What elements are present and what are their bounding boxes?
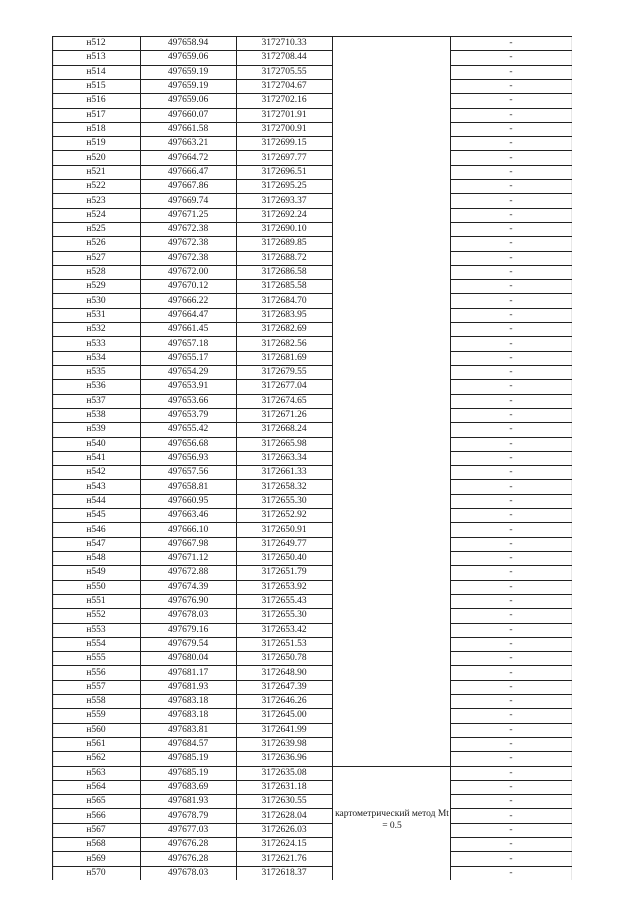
table-cell-point-id: н544 xyxy=(86,495,106,506)
table-cell-point-id: н541 xyxy=(86,453,106,463)
table-cell-coord-y: 3172682.69 xyxy=(261,324,307,335)
table-cell-coord-x: 497664.72 xyxy=(167,152,209,163)
table-cell-coord-y: 3172700.91 xyxy=(261,123,307,134)
table-cell-coord-x: 497672.88 xyxy=(167,567,209,578)
table-cell-mark: - xyxy=(509,52,513,63)
table-cell-mark: - xyxy=(509,453,513,463)
table-cell-point-id: н531 xyxy=(86,309,106,320)
table-cell-mark: - xyxy=(509,224,513,235)
table-cell-point-id: н550 xyxy=(86,581,106,592)
table-cell-mark: - xyxy=(509,38,513,49)
table-cell-coord-y: 3172651.79 xyxy=(261,567,307,578)
table-cell-mark: - xyxy=(509,138,513,149)
table-cell-coord-y: 3172650.40 xyxy=(261,553,307,564)
table-cell-point-id: н561 xyxy=(86,739,106,750)
table-cell-coord-x: 497659.19 xyxy=(167,66,209,77)
table-cell-point-id: н552 xyxy=(86,610,106,621)
table-cell-coord-x: 497656.93 xyxy=(167,453,209,463)
table-cell-coord-x: 497677.03 xyxy=(167,824,209,835)
table-cell-point-id: н563 xyxy=(86,767,106,778)
table-cell-coord-y: 3172682.56 xyxy=(261,338,307,349)
table-cell-mark: - xyxy=(509,281,513,292)
table-cell-coord-x: 497667.86 xyxy=(167,181,209,192)
table-cell-coord-x: 497653.79 xyxy=(167,410,209,421)
table-cell-coord-y: 3172708.44 xyxy=(261,52,307,63)
table-cell-coord-x: 497666.10 xyxy=(167,524,209,535)
table-cell-mark: - xyxy=(509,624,513,635)
table-cell-coord-x: 497683.81 xyxy=(167,724,209,735)
table-cell-mark: - xyxy=(509,309,513,320)
table-cell-point-id: н570 xyxy=(86,867,106,878)
table-cell-mark: - xyxy=(509,782,513,793)
table-cell-coord-y: 3172689.85 xyxy=(261,238,307,249)
table-cell-mark: - xyxy=(509,667,513,678)
table-cell-coord-x: 497681.93 xyxy=(167,681,209,692)
table-cell-coord-y: 3172696.51 xyxy=(261,166,307,177)
table-cell-coord-x: 497678.79 xyxy=(167,810,209,821)
table-cell-mark: - xyxy=(509,195,513,206)
table-cell-coord-y: 3172624.15 xyxy=(261,839,307,850)
table-cell-point-id: н543 xyxy=(86,481,106,492)
table-cell-coord-y: 3172628.04 xyxy=(261,810,307,821)
table-cell-coord-x: 497683.18 xyxy=(167,696,209,707)
table-cell-point-id: н567 xyxy=(86,824,106,835)
table-cell-point-id: н526 xyxy=(86,238,106,249)
table-cell-coord-x: 497653.91 xyxy=(167,381,209,392)
table-cell-mark: - xyxy=(509,753,513,764)
table-cell-coord-y: 3172658.32 xyxy=(261,481,307,492)
table-cell-coord-y: 3172653.92 xyxy=(261,581,307,592)
table-cell-mark: - xyxy=(509,553,513,564)
table-cell-point-id: н540 xyxy=(86,438,106,449)
table-cell-point-id: н560 xyxy=(86,724,106,735)
table-cell-point-id: н528 xyxy=(86,267,106,278)
table-cell-point-id: н546 xyxy=(86,524,106,535)
table-cell-mark: - xyxy=(509,267,513,278)
table-cell-coord-y: 3172704.67 xyxy=(261,81,307,92)
table-cell-mark: - xyxy=(509,424,513,435)
table-cell-point-id: н564 xyxy=(86,782,106,793)
table-cell-mark: - xyxy=(509,181,513,192)
table-cell-coord-y: 3172663.34 xyxy=(261,453,307,463)
table-cell-coord-y: 3172702.16 xyxy=(261,95,307,106)
table-cell-coord-y: 3172695.25 xyxy=(261,181,307,192)
table-cell-point-id: н515 xyxy=(86,81,106,92)
table-cell-coord-x: 497664.47 xyxy=(167,309,209,320)
table-cell-point-id: н518 xyxy=(86,123,106,134)
table-cell-coord-x: 497658.81 xyxy=(167,481,209,492)
table-cell-coord-x: 497661.45 xyxy=(167,324,209,335)
table-cell-coord-x: 497672.38 xyxy=(167,252,209,263)
table-cell-point-id: н559 xyxy=(86,710,106,721)
table-cell-mark: - xyxy=(509,839,513,850)
table-cell-coord-x: 497653.66 xyxy=(167,395,209,406)
table-cell-coord-x: 497676.28 xyxy=(167,839,209,850)
table-cell-coord-y: 3172705.55 xyxy=(261,66,307,77)
table-cell-mark: - xyxy=(509,681,513,692)
table-cell-point-id: н530 xyxy=(86,295,106,306)
table-cell-point-id: н534 xyxy=(86,352,106,363)
table-cell-mark: - xyxy=(509,696,513,707)
table-cell-coord-y: 3172674.65 xyxy=(261,395,307,406)
table-cell-coord-y: 3172621.76 xyxy=(261,853,307,864)
table-cell-point-id: н565 xyxy=(86,796,106,807)
table-cell-mark: - xyxy=(509,853,513,864)
table-cell-point-id: н522 xyxy=(86,181,106,192)
table-cell-coord-x: 497670.12 xyxy=(167,281,209,292)
table-cell-mark: - xyxy=(509,410,513,421)
table-cell-coord-x: 497671.25 xyxy=(167,209,209,220)
table-cell-point-id: н516 xyxy=(86,95,106,106)
table-cell-coord-y: 3172684.70 xyxy=(261,295,307,306)
table-cell-coord-x: 497655.42 xyxy=(167,424,209,435)
table-cell-coord-y: 3172693.37 xyxy=(261,195,307,206)
table-cell-point-id: н556 xyxy=(86,667,106,678)
table-cell-mark: - xyxy=(509,739,513,750)
table-cell-coord-x: 497671.12 xyxy=(167,553,209,564)
table-cell-coord-y: 3172645.00 xyxy=(261,710,307,721)
table-cell-point-id: н520 xyxy=(86,152,106,163)
table-cell-mark: - xyxy=(509,66,513,77)
table-cell-point-id: н537 xyxy=(86,395,106,406)
table-cell-coord-y: 3172668.24 xyxy=(261,424,307,435)
table-cell-coord-y: 3172681.69 xyxy=(261,352,307,363)
table-cell-coord-y: 3172671.26 xyxy=(261,410,307,421)
table-cell-point-id: н562 xyxy=(86,753,106,764)
table-cell-mark: - xyxy=(509,438,513,449)
table-cell-coord-x: 497676.28 xyxy=(167,853,209,864)
table-cell-mark: - xyxy=(509,867,513,878)
table-cell-point-id: н568 xyxy=(86,839,106,850)
table-cell-coord-y: 3172651.53 xyxy=(261,638,307,649)
table-cell-coord-y: 3172697.77 xyxy=(261,152,307,163)
table-cell-coord-y: 3172650.91 xyxy=(261,524,307,535)
table-cell-mark: - xyxy=(509,352,513,363)
table-cell-mark: - xyxy=(509,123,513,134)
table-cell-coord-x: 497666.47 xyxy=(167,166,209,177)
table-cell-mark: - xyxy=(509,395,513,406)
table-cell-mark: - xyxy=(509,381,513,392)
table-cell-coord-x: 497678.03 xyxy=(167,610,209,621)
table-cell-coord-x: 497656.68 xyxy=(167,438,209,449)
table-cell-coord-y: 3172653.42 xyxy=(261,624,307,635)
table-cell-coord-x: 497666.22 xyxy=(167,295,209,306)
table-cell-mark: - xyxy=(509,367,513,378)
method-note: картометрический метод Mt = 0.5 xyxy=(335,809,449,831)
table-cell-point-id: н569 xyxy=(86,853,106,864)
table-cell-mark: - xyxy=(509,166,513,177)
table-cell-coord-y: 3172635.08 xyxy=(261,767,307,778)
table-cell-point-id: н513 xyxy=(86,52,106,63)
table-cell-coord-y: 3172631.18 xyxy=(261,782,307,793)
table-cell-coord-x: 497680.04 xyxy=(167,653,209,664)
table-cell-mark: - xyxy=(509,295,513,306)
table-cell-point-id: н542 xyxy=(86,467,106,478)
table-cell-point-id: н527 xyxy=(86,252,106,263)
table-cell-coord-y: 3172692.24 xyxy=(261,209,307,220)
table-cell-coord-y: 3172655.30 xyxy=(261,610,307,621)
table-cell-coord-y: 3172652.92 xyxy=(261,510,307,521)
table-cell-point-id: н512 xyxy=(86,38,106,49)
table-cell-point-id: н566 xyxy=(86,810,106,821)
table-cell-coord-x: 497657.18 xyxy=(167,338,209,349)
table-cell-coord-x: 497672.38 xyxy=(167,224,209,235)
table-cell-mark: - xyxy=(509,767,513,778)
table-cell-point-id: н523 xyxy=(86,195,106,206)
table-cell-point-id: н553 xyxy=(86,624,106,635)
table-cell-mark: - xyxy=(509,95,513,106)
table-cell-coord-x: 497672.38 xyxy=(167,238,209,249)
table-cell-point-id: н555 xyxy=(86,653,106,664)
table-cell-point-id: н535 xyxy=(86,367,106,378)
table-cell-point-id: н525 xyxy=(86,224,106,235)
table-cell-coord-x: 497655.17 xyxy=(167,352,209,363)
table-cell-point-id: н529 xyxy=(86,281,106,292)
table-cell-coord-x: 497663.21 xyxy=(167,138,209,149)
coordinates-table xyxy=(52,36,572,880)
table-cell-coord-x: 497663.46 xyxy=(167,510,209,521)
table-cell-coord-x: 497661.58 xyxy=(167,123,209,134)
table-cell-mark: - xyxy=(509,109,513,120)
table-cell-coord-x: 497659.19 xyxy=(167,81,209,92)
table-cell-mark: - xyxy=(509,481,513,492)
table-cell-coord-x: 497683.69 xyxy=(167,782,209,793)
table-cell-coord-y: 3172649.77 xyxy=(261,538,307,549)
table-cell-mark: - xyxy=(509,324,513,335)
table-cell-coord-x: 497660.95 xyxy=(167,495,209,506)
table-cell-point-id: н557 xyxy=(86,681,106,692)
table-cell-mark: - xyxy=(509,510,513,521)
table-cell-coord-x: 497669.74 xyxy=(167,195,209,206)
table-cell-coord-y: 3172665.98 xyxy=(261,438,307,449)
table-cell-point-id: н545 xyxy=(86,510,106,521)
table-cell-coord-y: 3172618.37 xyxy=(261,867,307,878)
table-cell-mark: - xyxy=(509,710,513,721)
table-cell-mark: - xyxy=(509,581,513,592)
table-cell-point-id: н538 xyxy=(86,410,106,421)
table-cell-point-id: н533 xyxy=(86,338,106,349)
table-cell-mark: - xyxy=(509,653,513,664)
table-cell-coord-x: 497672.00 xyxy=(167,267,209,278)
table-cell-mark: - xyxy=(509,610,513,621)
table-cell-coord-y: 3172641.99 xyxy=(261,724,307,735)
table-cell-coord-y: 3172639.98 xyxy=(261,739,307,750)
table-cell-coord-x: 497659.06 xyxy=(167,52,209,63)
table-cell-point-id: н521 xyxy=(86,166,106,177)
table-cell-coord-y: 3172683.95 xyxy=(261,309,307,320)
table-cell-coord-x: 497683.18 xyxy=(167,710,209,721)
table-cell-mark: - xyxy=(509,252,513,263)
table-cell-mark: - xyxy=(509,824,513,835)
table-cell-point-id: н519 xyxy=(86,138,106,149)
table-cell-coord-x: 497660.07 xyxy=(167,109,209,120)
table-cell-coord-y: 3172650.78 xyxy=(261,653,307,664)
table-cell-point-id: н539 xyxy=(86,424,106,435)
table-cell-coord-y: 3172710.33 xyxy=(261,38,307,49)
table-cell-mark: - xyxy=(509,152,513,163)
table-cell-coord-y: 3172677.04 xyxy=(261,381,307,392)
table-cell-coord-x: 497679.54 xyxy=(167,638,209,649)
table-cell-mark: - xyxy=(509,209,513,220)
table-cell-mark: - xyxy=(509,810,513,821)
table-cell-coord-y: 3172626.03 xyxy=(261,824,307,835)
table-cell-point-id: н532 xyxy=(86,324,106,335)
table-cell-point-id: н547 xyxy=(86,538,106,549)
table-cell-coord-y: 3172686.58 xyxy=(261,267,307,278)
table-cell-point-id: н548 xyxy=(86,553,106,564)
table-cell-coord-y: 3172648.90 xyxy=(261,667,307,678)
table-cell-mark: - xyxy=(509,338,513,349)
table-cell-coord-y: 3172688.72 xyxy=(261,252,307,263)
table-cell-mark: - xyxy=(509,724,513,735)
table-cell-coord-y: 3172646.26 xyxy=(261,696,307,707)
table-cell-mark: - xyxy=(509,81,513,92)
table-cell-coord-x: 497676.90 xyxy=(167,596,209,607)
table-cell-coord-x: 497678.03 xyxy=(167,867,209,878)
table-cell-point-id: н536 xyxy=(86,381,106,392)
table-cell-point-id: н554 xyxy=(86,638,106,649)
table-cell-point-id: н517 xyxy=(86,109,106,120)
table-cell-mark: - xyxy=(509,638,513,649)
table-cell-coord-x: 497657.56 xyxy=(167,467,209,478)
table-cell-point-id: н514 xyxy=(86,66,106,77)
table-cell-coord-x: 497681.17 xyxy=(167,667,209,678)
table-cell-mark: - xyxy=(509,495,513,506)
table-cell-mark: - xyxy=(509,238,513,249)
table-cell-coord-y: 3172636.96 xyxy=(261,753,307,764)
table-cell-mark: - xyxy=(509,467,513,478)
table-cell-coord-x: 497667.98 xyxy=(167,538,209,549)
table-cell-mark: - xyxy=(509,538,513,549)
table-cell-mark: - xyxy=(509,796,513,807)
table-cell-coord-y: 3172701.91 xyxy=(261,109,307,120)
table-cell-coord-x: 497685.19 xyxy=(167,753,209,764)
table-cell-mark: - xyxy=(509,524,513,535)
table-cell-coord-x: 497654.29 xyxy=(167,367,209,378)
table-cell-coord-x: 497679.16 xyxy=(167,624,209,635)
table-cell-coord-x: 497659.06 xyxy=(167,95,209,106)
table-cell-coord-y: 3172661.33 xyxy=(261,467,307,478)
table-cell-coord-y: 3172655.30 xyxy=(261,495,307,506)
table-cell-coord-x: 497674.39 xyxy=(167,581,209,592)
table-cell-coord-y: 3172679.55 xyxy=(261,367,307,378)
table-cell-point-id: н551 xyxy=(86,596,106,607)
table-cell-coord-y: 3172655.43 xyxy=(261,596,307,607)
table-cell-coord-y: 3172690.10 xyxy=(261,224,307,235)
table-cell-point-id: н524 xyxy=(86,209,106,220)
table-cell-coord-y: 3172630.55 xyxy=(261,796,307,807)
table-cell-point-id: н549 xyxy=(86,567,106,578)
table-cell-coord-x: 497658.94 xyxy=(167,38,209,49)
table-cell-point-id: н558 xyxy=(86,696,106,707)
table-cell-mark: - xyxy=(509,596,513,607)
table-cell-coord-y: 3172685.58 xyxy=(261,281,307,292)
table-cell-coord-x: 497685.19 xyxy=(167,767,209,778)
table-cell-coord-x: 497684.57 xyxy=(167,739,209,750)
table-cell-coord-y: 3172647.39 xyxy=(261,681,307,692)
table-cell-mark: - xyxy=(509,567,513,578)
table-cell-coord-x: 497681.93 xyxy=(167,796,209,807)
table-cell-coord-y: 3172699.15 xyxy=(261,138,307,149)
